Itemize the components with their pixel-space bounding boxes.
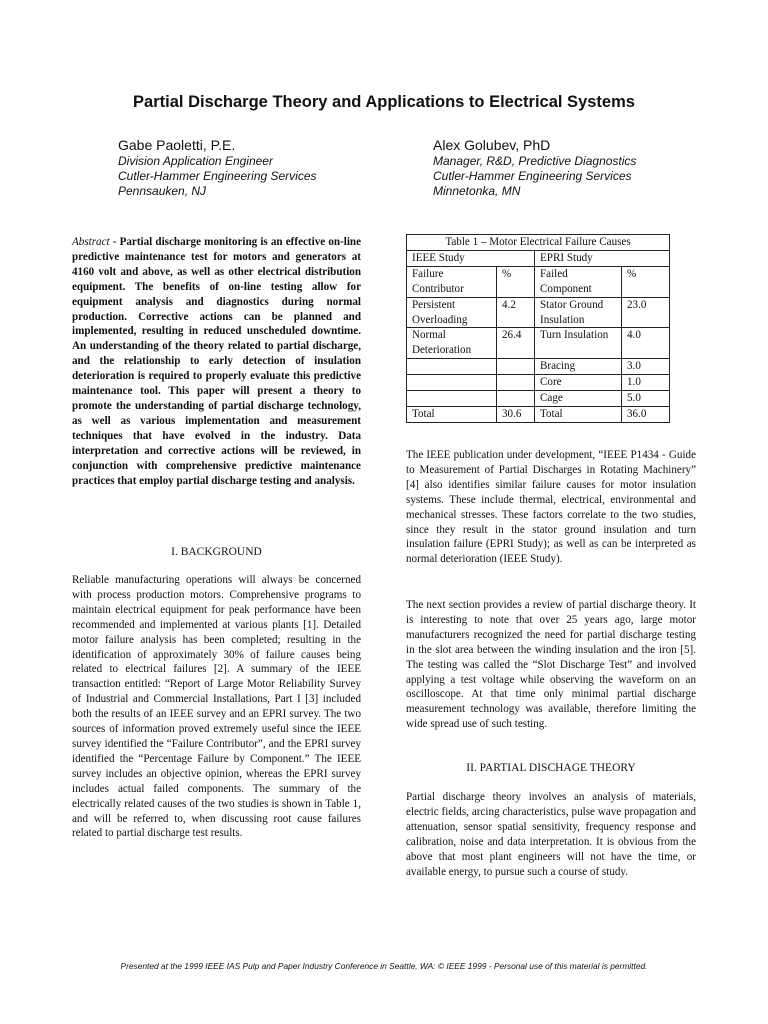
table-cell: Total xyxy=(535,406,622,422)
author-organization: Cutler-Hammer Engineering Services xyxy=(433,169,632,183)
table-epri-heading: EPRI Study xyxy=(535,250,670,266)
author-position: Division Application Engineer xyxy=(118,154,273,168)
table-total-row xyxy=(407,406,670,422)
table-cell: Normal Deterioration xyxy=(407,328,497,359)
table-header-cell: % xyxy=(622,266,670,297)
table-cell: Persistent Overloading xyxy=(407,297,497,328)
author-name: Gabe Paoletti, P.E. xyxy=(118,137,236,153)
theory-paragraph: Partial discharge theory involves an analysis of materials, electric fields, arcing characteristics, pulse wave propagation and attenuation, sensor spatial sensitivity, frequency response and calibration, noise and data interpretation. It is obvious from the above that most plant engineers will not have the time, or available energy, to pursue such a course of study. xyxy=(406,791,696,878)
table-cell: 4.2 xyxy=(497,297,535,328)
table-header-cell: Failed Component xyxy=(535,266,622,297)
table-cell: 5.0 xyxy=(622,391,670,407)
table-cell: 3.0 xyxy=(622,359,670,375)
table-row xyxy=(407,359,670,375)
table-cell: Stator Ground Insulation xyxy=(535,297,622,328)
table-cell: Total xyxy=(407,406,497,422)
table-cell: 1.0 xyxy=(622,375,670,391)
table-cell xyxy=(407,359,497,375)
footer-note: Presented at the 1999 IEEE IAS Pulp and Paper Industry Conference in Seattle, WA: © IEEE 1999 - Personal use of this material is permitted. xyxy=(120,961,648,971)
table-cell: Bracing xyxy=(535,359,622,375)
abstract xyxy=(72,235,361,488)
table-cell: 26.4 xyxy=(497,328,535,359)
table-cell: Turn Insulation xyxy=(535,328,622,359)
table-ieee-heading: IEEE Study xyxy=(407,250,535,266)
paper-title: Partial Discharge Theory and Applications to Electrical Systems xyxy=(133,93,635,111)
table-cell: Core xyxy=(535,375,622,391)
table-study-row xyxy=(407,250,670,266)
table-cell: 23.0 xyxy=(622,297,670,328)
table-row xyxy=(407,391,670,407)
ieee-p1434-paragraph: The IEEE publication under development, “IEEE P1434 - Guide to Measurement of Partial Discharges in Rotating Machinery” [4] also identifies similar failure causes for motor insulation systems. These include thermal, electrical, environmental and mechanical stresses. These factors correlate to the two studies, since they result in the stator ground insulation and turn insulation failure (EPRI Study); as well as can be interpreted as normal deterioration (IEEE Study). xyxy=(406,449,696,566)
table-caption: Table 1 – Motor Electrical Failure Causes xyxy=(407,235,670,251)
author-name: Alex Golubev, PhD xyxy=(433,137,551,153)
author-block-2 xyxy=(433,136,733,199)
table-row xyxy=(407,375,670,391)
table-cell xyxy=(407,375,497,391)
abstract-label: Abstract xyxy=(72,236,110,248)
author-block-1 xyxy=(118,136,408,199)
author-organization: Cutler-Hammer Engineering Services xyxy=(118,169,317,183)
section-heading-background: I. BACKGROUND xyxy=(171,546,262,558)
author-location: Pennsauken, NJ xyxy=(118,184,207,198)
author-location: Minnetonka, MN xyxy=(433,184,521,198)
abstract-text: - Partial discharge monitoring is an effective on-line predictive maintenance test for motors and generators at 4160 volt and above, as well as other electrical distribution equipment. The benefits of on-line testing allow for equipment analysis and diagnostics during normal production. Corrective actions can be planned and implemented, resulting in reduced unscheduled downtime. An understanding of the theory related to partial discharge, and the relationship to early detection of insulation deterioration is required to properly evaluate this predictive maintenance tool. This paper will present a theory to promote the understanding of partial discharge technology, as well as various implementation and measurement techniques that have evolved in the industry. Data interpretation and corrective actions will be reviewed, in conjunction with comprehensive predictive maintenance practices that employ partial discharge testing and analysis. xyxy=(72,236,361,487)
table-header-cell: % xyxy=(497,266,535,297)
background-paragraph: Reliable manufacturing operations will always be concerned with process production motors. Comprehensive programs to maintain electrical equipment for peak performance have been recommended and implemented at various plants [1]. Detailed motor failure analysis has been completed; resulting in the identification of approximately 30% of failure causes being related to electrical failures [2]. A summary of the IEEE transaction entitled: “Report of Large Motor Reliability Survey of Industrial and Commercial Installations, Part I [3] included both the results of an IEEE survey and an EPRI survey. The two sources of information proved extremely useful since the IEEE survey identified the “Failure Contributor”, and the EPRI survey identified the “Percentage Failure by Component.” The IEEE survey includes an objective opinion, whereas the EPRI survey includes actual failed components. The summary of the electrically related causes of the two studies is shown in Table 1, and will be referred to, when discussing root cause failures related to partial discharge test results. xyxy=(72,574,361,840)
author-position: Manager, R&D, Predictive Diagnostics xyxy=(433,154,637,168)
table-cell: 30.6 xyxy=(497,406,535,422)
table-cell: 36.0 xyxy=(622,406,670,422)
table-cell: 4.0 xyxy=(622,328,670,359)
section-heading-theory: II. PARTIAL DISCHAGE THEORY xyxy=(466,762,636,774)
table-caption-row xyxy=(407,235,670,251)
table-header-cell: Failure Contributor xyxy=(407,266,497,297)
table-cell xyxy=(497,375,535,391)
table-cell xyxy=(497,359,535,375)
table-row xyxy=(407,328,670,359)
table-cell xyxy=(497,391,535,407)
table-cell: Cage xyxy=(535,391,622,407)
table-1 xyxy=(406,234,670,423)
slot-discharge-paragraph: The next section provides a review of partial discharge theory. It is interesting to note that over 25 years ago, large motor manufacturers recognized the need for partial discharge testing in the slot area between the winding insulation and the iron [5]. The testing was called the “Slot Discharge Test” and involved applying a test voltage while observing the waveform on an oscilloscope. At that time only minimal partial discharge measurement technology was available, therefore limiting the wide spread use of such testing. xyxy=(406,599,696,731)
table-row xyxy=(407,297,670,328)
table-header-row xyxy=(407,266,670,297)
table-cell xyxy=(407,391,497,407)
